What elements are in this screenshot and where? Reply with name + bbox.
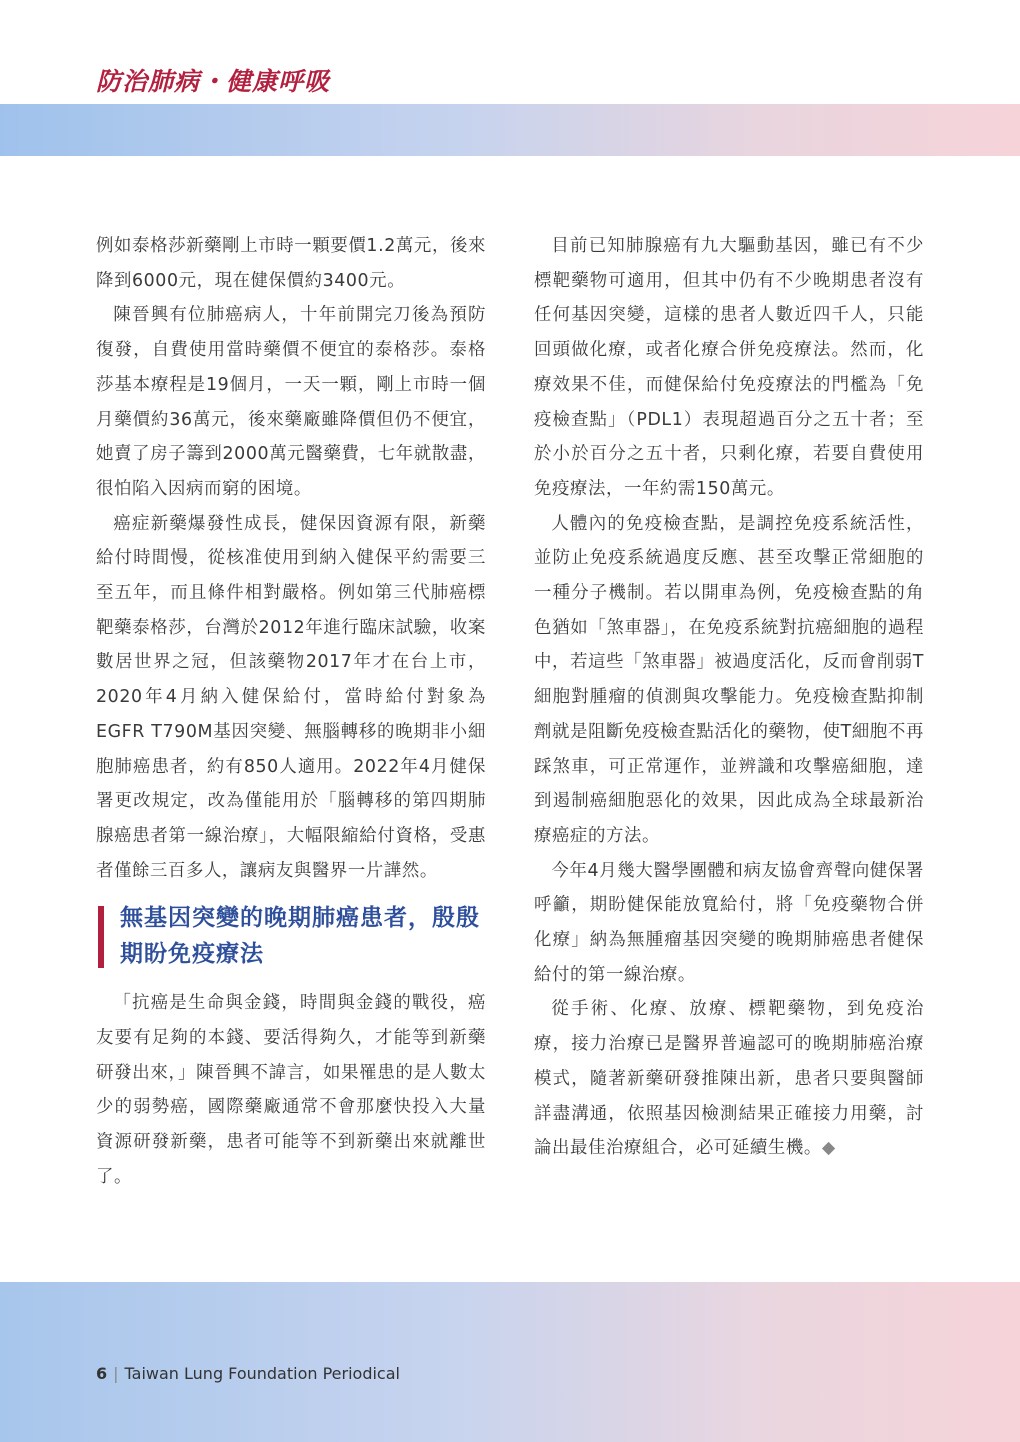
right-column	[534, 229, 924, 1166]
left-paragraph-4: 「抗癌是生命與金錢，時間與金錢的戰役，癌友要有足夠的本錢、要活得夠久，才能等到新藥研發出來，」陳晉興不諱言，如果罹患的是人數太少的弱勢癌，國際藥廠通常不會那麼快投入大量資源研發新藥，患者可能等不到新藥出來就離世了。	[96, 993, 486, 1187]
left-paragraph-1: 例如泰格莎新藥剛上市時一顆要價1.2萬元，後來降到6000元，現在健保價約3400元。	[96, 236, 486, 291]
right-paragraph-1: 目前已知肺腺癌有九大驅動基因，雖已有不少標靶藥物可適用，但其中仍有不少晚期患者沒有任何基因突變，這樣的患者人數近四千人，只能回頭做化療，或者化療合併免疫療法。然而，化療效果不佳，而健保給付免疫療法的門檻為「免疫檢查點」（PDL1）表現超過百分之五十者；至於小於百分之五十者，只剩化療，若要自費使用免疫療法，一年約需150萬元。	[534, 236, 924, 499]
right-paragraph-4	[534, 992, 924, 1166]
footer-separator: |	[113, 1364, 119, 1383]
left-column	[96, 229, 486, 1195]
footer-band	[0, 1282, 1020, 1442]
section-heading-bar	[98, 906, 104, 968]
left-paragraph-3: 癌症新藥爆發性成長，健保因資源有限，新藥給付時間慢，從核准使用到納入健保平約需要三至五年，而且條件相對嚴格。例如第三代肺癌標靶藥泰格莎，台灣於2012年進行臨床試驗，收案數居世界之冠，但該藥物2017年才在台上市，2020年4月納入健保給付，當時給付對象為EGFR T790M基因突變、無腦轉移的晚期非小細胞肺癌患者，約有850人適用。2022年4月健保署更改規定，改為僅能用於「腦轉移的第四期肺腺癌患者第一線治療」，大幅限縮給付資格，受惠者僅餘三百多人，讓病友與醫界一片譁然。	[96, 513, 486, 881]
end-diamond-icon: ◆	[821, 1138, 836, 1159]
header-band	[0, 104, 1020, 156]
page-number: 6	[96, 1364, 108, 1383]
section-heading-text: 無基因突變的晚期肺癌患者，殷殷期盼免疫療法	[120, 905, 480, 968]
publication-name: Taiwan Lung Foundation Periodical	[124, 1364, 400, 1383]
section-heading	[96, 900, 486, 972]
left-paragraph-2: 陳晉興有位肺癌病人，十年前開完刀後為預防復發，自費使用當時藥價不便宜的泰格莎。泰格莎基本療程是19個月，一天一顆，剛上市時一個月藥價約36萬元，後來藥廠雖降價但仍不便宜，她賣了房子籌到2000萬元醫藥費，七年就散盡，很怕陷入因病而窮的困境。	[96, 305, 486, 499]
right-paragraph-3: 今年4月幾大醫學團體和病友協會齊聲向健保署呼籲，期盼健保能放寬給付，將「免疫藥物合併化療」納為無腫瘤基因突變的晚期肺癌患者健保給付的第一線治療。	[534, 860, 924, 985]
header-title: 防治肺病・健康呼吸	[96, 67, 331, 96]
footer	[96, 1364, 400, 1383]
right-paragraph-2: 人體內的免疫檢查點，是調控免疫系統活性，並防止免疫系統過度反應、甚至攻擊正常細胞的一種分子機制。若以開車為例，免疫檢查點的角色猶如「煞車器」，在免疫系統對抗癌細胞的過程中，若這些「煞車器」被過度活化，反而會削弱T細胞對腫瘤的偵測與攻擊能力。免疫檢查點抑制劑就是阻斷免疫檢查點活化的藥物，使T細胞不再踩煞車，可正常運作，並辨識和攻擊癌細胞，達到遏制癌細胞惡化的效果，因此成為全球最新治療癌症的方法。	[534, 513, 924, 846]
right-paragraph-4-text: 從手術、化療、放療、標靶藥物，到免疫治療，接力治療已是醫界普遍認可的晚期肺癌治療模式，隨著新藥研發推陳出新，患者只要與醫師詳盡溝通，依照基因檢測結果正確接力用藥，討論出最佳治療組合，必可延續生機。	[534, 999, 924, 1159]
